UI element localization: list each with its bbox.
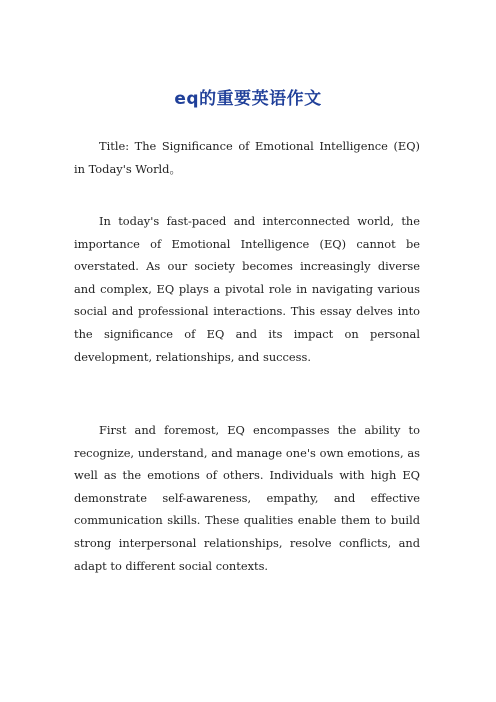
document-title: eq的重要英语作文 <box>174 89 322 109</box>
essay-title-paragraph: Title: The Significance of Emotional Intelligence (EQ) in Today's World。 <box>74 139 420 176</box>
body-paragraph-2: First and foremost, EQ encompasses the ability to recognize, understand, and manage one's own emotions, as well as the emotions of others. Individuals with high EQ demonstrate self-awareness, empathy, and effective communication skills. These qualities enable them to build strong interpersonal relationships, resolve conflicts, and adapt to different social contexts. <box>74 423 420 573</box>
body-paragraph-1: In today's fast-paced and interconnected world, the importance of Emotional Intelligence (EQ) cannot be overstated. As our society becomes increasingly diverse and complex, EQ plays a pivotal role in navigating various social and professional interactions. This essay delves into the significance of EQ and its impact on personal development, relationships, and success. <box>74 214 420 364</box>
